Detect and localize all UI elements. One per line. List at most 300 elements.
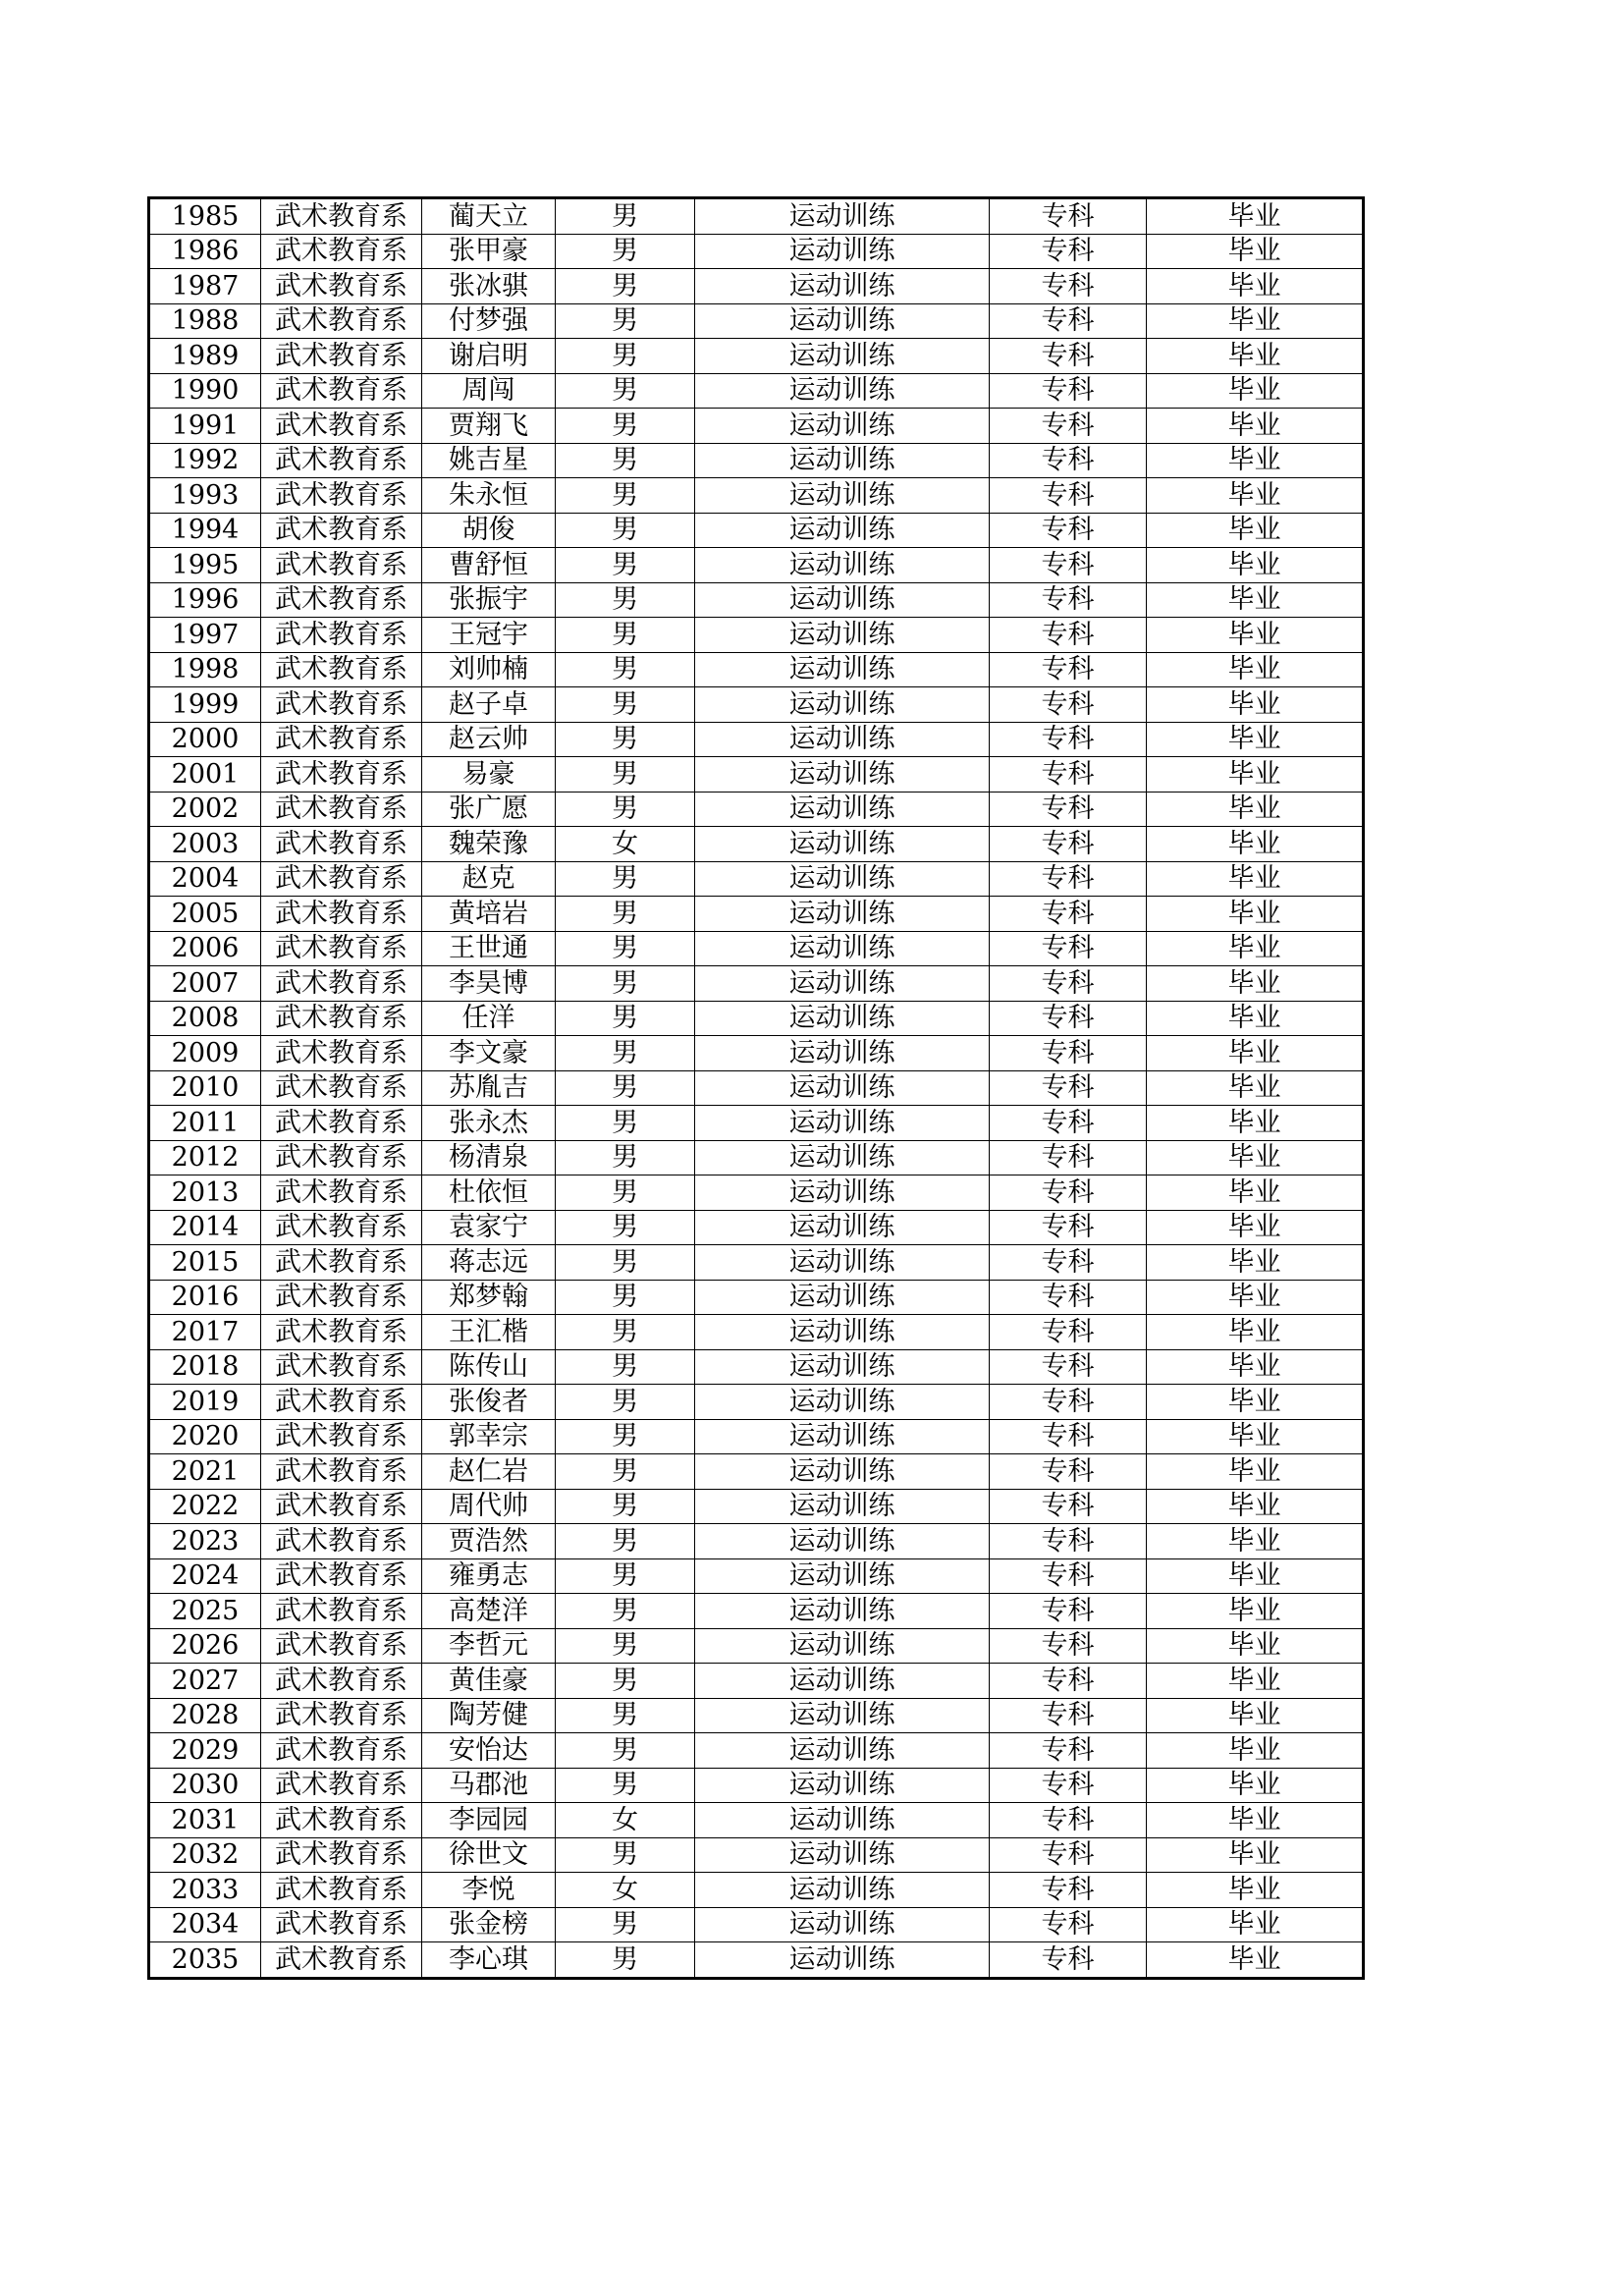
education-level-cell: 专科	[990, 269, 1147, 304]
serial-number-cell: 2017	[149, 1315, 261, 1350]
department-cell: 武术教育系	[261, 1315, 422, 1350]
graduation-status-cell: 毕业	[1147, 1942, 1364, 1979]
department-cell: 武术教育系	[261, 1280, 422, 1315]
student-name-cell: 张俊者	[422, 1385, 556, 1420]
gender-cell: 男	[556, 1489, 695, 1524]
table-row	[149, 687, 1364, 723]
education-level-cell: 专科	[990, 861, 1147, 897]
serial-number-cell: 1997	[149, 618, 261, 653]
major-cell: 运动训练	[695, 1106, 990, 1141]
education-level-cell: 专科	[990, 1454, 1147, 1490]
student-name-cell: 李昊博	[422, 966, 556, 1002]
department-cell: 武术教育系	[261, 1558, 422, 1594]
student-name-cell: 李哲元	[422, 1628, 556, 1664]
gender-cell: 女	[556, 1873, 695, 1908]
table-row	[149, 478, 1364, 514]
gender-cell: 男	[556, 1664, 695, 1699]
student-name-cell: 杜依恒	[422, 1175, 556, 1211]
department-cell: 武术教育系	[261, 966, 422, 1002]
education-level-cell: 专科	[990, 1803, 1147, 1838]
education-level-cell: 专科	[990, 966, 1147, 1002]
education-level-cell: 专科	[990, 827, 1147, 862]
education-level-cell: 专科	[990, 1106, 1147, 1141]
education-level-cell: 专科	[990, 582, 1147, 618]
graduation-status-cell: 毕业	[1147, 757, 1364, 793]
serial-number-cell: 1990	[149, 373, 261, 409]
student-name-cell: 蒋志远	[422, 1245, 556, 1281]
graduation-status-cell: 毕业	[1147, 827, 1364, 862]
major-cell: 运动训练	[695, 1454, 990, 1490]
education-level-cell: 专科	[990, 687, 1147, 723]
gender-cell: 男	[556, 861, 695, 897]
table-row	[149, 198, 1364, 235]
department-cell: 武术教育系	[261, 1698, 422, 1733]
major-cell: 运动训练	[695, 757, 990, 793]
serial-number-cell: 2035	[149, 1942, 261, 1979]
graduation-status-cell: 毕业	[1147, 1454, 1364, 1490]
major-cell: 运动训练	[695, 1803, 990, 1838]
gender-cell: 男	[556, 1942, 695, 1979]
table-row	[149, 1873, 1364, 1908]
table-row	[149, 1733, 1364, 1769]
table-row	[149, 1385, 1364, 1420]
gender-cell: 男	[556, 269, 695, 304]
gender-cell: 男	[556, 966, 695, 1002]
table-row	[149, 269, 1364, 304]
student-name-cell: 黄培岩	[422, 897, 556, 932]
education-level-cell: 专科	[990, 1664, 1147, 1699]
department-cell: 武术教育系	[261, 1140, 422, 1175]
graduation-status-cell: 毕业	[1147, 1385, 1364, 1420]
table-row	[149, 618, 1364, 653]
major-cell: 运动训练	[695, 1733, 990, 1769]
table-row	[149, 548, 1364, 583]
serial-number-cell: 2015	[149, 1245, 261, 1281]
department-cell: 武术教育系	[261, 1349, 422, 1385]
gender-cell: 男	[556, 443, 695, 478]
gender-cell: 男	[556, 1280, 695, 1315]
table-row	[149, 1907, 1364, 1942]
education-level-cell: 专科	[990, 1070, 1147, 1106]
department-cell: 武术教育系	[261, 931, 422, 966]
table-row	[149, 234, 1364, 269]
table-row	[149, 443, 1364, 478]
department-cell: 武术教育系	[261, 443, 422, 478]
education-level-cell: 专科	[990, 652, 1147, 687]
gender-cell: 女	[556, 1803, 695, 1838]
major-cell: 运动训练	[695, 1698, 990, 1733]
department-cell: 武术教育系	[261, 1524, 422, 1559]
gender-cell: 男	[556, 722, 695, 757]
gender-cell: 男	[556, 1070, 695, 1106]
major-cell: 运动训练	[695, 827, 990, 862]
graduation-status-cell: 毕业	[1147, 443, 1364, 478]
student-name-cell: 陈传山	[422, 1349, 556, 1385]
major-cell: 运动训练	[695, 792, 990, 827]
serial-number-cell: 1993	[149, 478, 261, 514]
major-cell: 运动训练	[695, 1001, 990, 1036]
student-name-cell: 高楚洋	[422, 1594, 556, 1629]
department-cell: 武术教育系	[261, 687, 422, 723]
gender-cell: 男	[556, 1349, 695, 1385]
education-level-cell: 专科	[990, 1628, 1147, 1664]
serial-number-cell: 2007	[149, 966, 261, 1002]
gender-cell: 男	[556, 548, 695, 583]
major-cell: 运动训练	[695, 1419, 990, 1454]
table-row	[149, 1140, 1364, 1175]
student-name-cell: 苏胤吉	[422, 1070, 556, 1106]
gender-cell: 男	[556, 757, 695, 793]
serial-number-cell: 2000	[149, 722, 261, 757]
student-name-cell: 李园园	[422, 1803, 556, 1838]
major-cell: 运动训练	[695, 687, 990, 723]
education-level-cell: 专科	[990, 1036, 1147, 1071]
serial-number-cell: 1989	[149, 339, 261, 374]
department-cell: 武术教育系	[261, 827, 422, 862]
graduation-status-cell: 毕业	[1147, 1803, 1364, 1838]
table-row	[149, 1210, 1364, 1245]
education-level-cell: 专科	[990, 1733, 1147, 1769]
major-cell: 运动训练	[695, 1594, 990, 1629]
graduation-status-cell: 毕业	[1147, 1664, 1364, 1699]
serial-number-cell: 2005	[149, 897, 261, 932]
student-name-cell: 胡俊	[422, 513, 556, 548]
student-name-cell: 谢启明	[422, 339, 556, 374]
graduation-status-cell: 毕业	[1147, 409, 1364, 444]
graduation-status-cell: 毕业	[1147, 652, 1364, 687]
graduation-status-cell: 毕业	[1147, 1140, 1364, 1175]
major-cell: 运动训练	[695, 931, 990, 966]
table-row	[149, 1628, 1364, 1664]
student-name-cell: 曹舒恒	[422, 548, 556, 583]
education-level-cell: 专科	[990, 1349, 1147, 1385]
department-cell: 武术教育系	[261, 861, 422, 897]
student-name-cell: 王冠宇	[422, 618, 556, 653]
graduation-status-cell: 毕业	[1147, 1628, 1364, 1664]
department-cell: 武术教育系	[261, 1454, 422, 1490]
table-row	[149, 1419, 1364, 1454]
student-name-cell: 赵子卓	[422, 687, 556, 723]
serial-number-cell: 1991	[149, 409, 261, 444]
table-row	[149, 966, 1364, 1002]
major-cell: 运动训练	[695, 1558, 990, 1594]
table-row	[149, 1942, 1364, 1979]
serial-number-cell: 2034	[149, 1907, 261, 1942]
education-level-cell: 专科	[990, 1385, 1147, 1420]
education-level-cell: 专科	[990, 303, 1147, 339]
graduation-status-cell: 毕业	[1147, 339, 1364, 374]
graduation-status-cell: 毕业	[1147, 269, 1364, 304]
gender-cell: 男	[556, 1245, 695, 1281]
department-cell: 武术教育系	[261, 409, 422, 444]
department-cell: 武术教育系	[261, 1803, 422, 1838]
department-cell: 武术教育系	[261, 234, 422, 269]
major-cell: 运动训练	[695, 1036, 990, 1071]
graduation-status-cell: 毕业	[1147, 198, 1364, 235]
major-cell: 运动训练	[695, 582, 990, 618]
graduation-status-cell: 毕业	[1147, 1733, 1364, 1769]
student-name-cell: 易豪	[422, 757, 556, 793]
gender-cell: 男	[556, 1001, 695, 1036]
education-level-cell: 专科	[990, 931, 1147, 966]
education-level-cell: 专科	[990, 373, 1147, 409]
gender-cell: 男	[556, 1837, 695, 1873]
major-cell: 运动训练	[695, 443, 990, 478]
department-cell: 武术教育系	[261, 582, 422, 618]
major-cell: 运动训练	[695, 1942, 990, 1979]
student-name-cell: 周闯	[422, 373, 556, 409]
serial-number-cell: 2008	[149, 1001, 261, 1036]
graduation-status-cell: 毕业	[1147, 966, 1364, 1002]
gender-cell: 男	[556, 1524, 695, 1559]
graduation-status-cell: 毕业	[1147, 618, 1364, 653]
table-row	[149, 792, 1364, 827]
table-row	[149, 1664, 1364, 1699]
student-name-cell: 付梦强	[422, 303, 556, 339]
table-row	[149, 652, 1364, 687]
gender-cell: 男	[556, 687, 695, 723]
serial-number-cell: 2003	[149, 827, 261, 862]
serial-number-cell: 2010	[149, 1070, 261, 1106]
major-cell: 运动训练	[695, 198, 990, 235]
serial-number-cell: 1986	[149, 234, 261, 269]
gender-cell: 男	[556, 618, 695, 653]
major-cell: 运动训练	[695, 1140, 990, 1175]
serial-number-cell: 1985	[149, 198, 261, 235]
serial-number-cell: 1998	[149, 652, 261, 687]
gender-cell: 男	[556, 1698, 695, 1733]
education-level-cell: 专科	[990, 1210, 1147, 1245]
student-name-cell: 张金榜	[422, 1907, 556, 1942]
table-row	[149, 722, 1364, 757]
major-cell: 运动训练	[695, 618, 990, 653]
graduation-status-cell: 毕业	[1147, 1001, 1364, 1036]
student-name-cell: 周代帅	[422, 1489, 556, 1524]
graduation-status-cell: 毕业	[1147, 1698, 1364, 1733]
table-body	[149, 198, 1364, 1979]
department-cell: 武术教育系	[261, 1942, 422, 1979]
student-name-cell: 王世通	[422, 931, 556, 966]
gender-cell: 男	[556, 1594, 695, 1629]
gender-cell: 男	[556, 234, 695, 269]
education-level-cell: 专科	[990, 1001, 1147, 1036]
student-name-cell: 张振宇	[422, 582, 556, 618]
major-cell: 运动训练	[695, 897, 990, 932]
department-cell: 武术教育系	[261, 513, 422, 548]
student-name-cell: 赵克	[422, 861, 556, 897]
education-level-cell: 专科	[990, 1768, 1147, 1803]
graduation-status-cell: 毕业	[1147, 1070, 1364, 1106]
major-cell: 运动训练	[695, 1664, 990, 1699]
education-level-cell: 专科	[990, 1698, 1147, 1733]
graduation-status-cell: 毕业	[1147, 513, 1364, 548]
table-row	[149, 1315, 1364, 1350]
graduation-status-cell: 毕业	[1147, 1210, 1364, 1245]
education-level-cell: 专科	[990, 1837, 1147, 1873]
department-cell: 武术教育系	[261, 1837, 422, 1873]
gender-cell: 男	[556, 582, 695, 618]
student-name-cell: 贾浩然	[422, 1524, 556, 1559]
serial-number-cell: 1988	[149, 303, 261, 339]
student-name-cell: 魏荣豫	[422, 827, 556, 862]
graduation-status-cell: 毕业	[1147, 1873, 1364, 1908]
serial-number-cell: 2009	[149, 1036, 261, 1071]
serial-number-cell: 2004	[149, 861, 261, 897]
gender-cell: 男	[556, 897, 695, 932]
graduation-status-cell: 毕业	[1147, 722, 1364, 757]
gender-cell: 男	[556, 303, 695, 339]
student-name-cell: 李心琪	[422, 1942, 556, 1979]
serial-number-cell: 2014	[149, 1210, 261, 1245]
major-cell: 运动训练	[695, 1349, 990, 1385]
gender-cell: 男	[556, 1628, 695, 1664]
education-level-cell: 专科	[990, 1245, 1147, 1281]
graduation-status-cell: 毕业	[1147, 1837, 1364, 1873]
student-name-cell: 赵云帅	[422, 722, 556, 757]
major-cell: 运动训练	[695, 1837, 990, 1873]
major-cell: 运动训练	[695, 1385, 990, 1420]
education-level-cell: 专科	[990, 1489, 1147, 1524]
department-cell: 武术教育系	[261, 1245, 422, 1281]
department-cell: 武术教育系	[261, 757, 422, 793]
serial-number-cell: 2026	[149, 1628, 261, 1664]
serial-number-cell: 2027	[149, 1664, 261, 1699]
major-cell: 运动训练	[695, 722, 990, 757]
gender-cell: 男	[556, 1419, 695, 1454]
serial-number-cell: 1996	[149, 582, 261, 618]
major-cell: 运动训练	[695, 1245, 990, 1281]
major-cell: 运动训练	[695, 1489, 990, 1524]
graduation-status-cell: 毕业	[1147, 1594, 1364, 1629]
graduation-status-cell: 毕业	[1147, 1036, 1364, 1071]
graduation-status-cell: 毕业	[1147, 1175, 1364, 1211]
education-level-cell: 专科	[990, 409, 1147, 444]
serial-number-cell: 2022	[149, 1489, 261, 1524]
graduation-status-cell: 毕业	[1147, 1315, 1364, 1350]
student-name-cell: 姚吉星	[422, 443, 556, 478]
major-cell: 运动训练	[695, 548, 990, 583]
graduation-status-cell: 毕业	[1147, 1419, 1364, 1454]
student-name-cell: 杨清泉	[422, 1140, 556, 1175]
table-row	[149, 303, 1364, 339]
department-cell: 武术教育系	[261, 1210, 422, 1245]
table-row	[149, 827, 1364, 862]
major-cell: 运动训练	[695, 1175, 990, 1211]
table-row	[149, 897, 1364, 932]
department-cell: 武术教育系	[261, 478, 422, 514]
department-cell: 武术教育系	[261, 1628, 422, 1664]
education-level-cell: 专科	[990, 1873, 1147, 1908]
student-name-cell: 刘帅楠	[422, 652, 556, 687]
table-row	[149, 1001, 1364, 1036]
gender-cell: 男	[556, 1907, 695, 1942]
department-cell: 武术教育系	[261, 303, 422, 339]
table-row	[149, 1594, 1364, 1629]
department-cell: 武术教育系	[261, 1175, 422, 1211]
student-name-cell: 李文豪	[422, 1036, 556, 1071]
education-level-cell: 专科	[990, 792, 1147, 827]
serial-number-cell: 2031	[149, 1803, 261, 1838]
gender-cell: 男	[556, 1315, 695, 1350]
gender-cell: 男	[556, 1385, 695, 1420]
department-cell: 武术教育系	[261, 1385, 422, 1420]
education-level-cell: 专科	[990, 1524, 1147, 1559]
serial-number-cell: 2001	[149, 757, 261, 793]
gender-cell: 男	[556, 1454, 695, 1490]
department-cell: 武术教育系	[261, 1070, 422, 1106]
department-cell: 武术教育系	[261, 1419, 422, 1454]
gender-cell: 男	[556, 513, 695, 548]
department-cell: 武术教育系	[261, 1106, 422, 1141]
education-level-cell: 专科	[990, 1419, 1147, 1454]
serial-number-cell: 1995	[149, 548, 261, 583]
student-name-cell: 贾翔飞	[422, 409, 556, 444]
gender-cell: 男	[556, 339, 695, 374]
graduation-status-cell: 毕业	[1147, 1106, 1364, 1141]
student-name-cell: 郑梦翰	[422, 1280, 556, 1315]
serial-number-cell: 1999	[149, 687, 261, 723]
education-level-cell: 专科	[990, 198, 1147, 235]
education-level-cell: 专科	[990, 443, 1147, 478]
serial-number-cell: 2020	[149, 1419, 261, 1454]
student-name-cell: 雍勇志	[422, 1558, 556, 1594]
table-row	[149, 1245, 1364, 1281]
student-name-cell: 马郡池	[422, 1768, 556, 1803]
table-row	[149, 931, 1364, 966]
major-cell: 运动训练	[695, 1768, 990, 1803]
serial-number-cell: 2011	[149, 1106, 261, 1141]
graduation-status-cell: 毕业	[1147, 234, 1364, 269]
serial-number-cell: 2025	[149, 1594, 261, 1629]
graduation-status-cell: 毕业	[1147, 861, 1364, 897]
serial-number-cell: 1987	[149, 269, 261, 304]
student-name-cell: 安怡达	[422, 1733, 556, 1769]
department-cell: 武术教育系	[261, 722, 422, 757]
graduation-status-cell: 毕业	[1147, 1245, 1364, 1281]
serial-number-cell: 1994	[149, 513, 261, 548]
department-cell: 武术教育系	[261, 652, 422, 687]
major-cell: 运动训练	[695, 409, 990, 444]
department-cell: 武术教育系	[261, 373, 422, 409]
department-cell: 武术教育系	[261, 897, 422, 932]
serial-number-cell: 2033	[149, 1873, 261, 1908]
gender-cell: 男	[556, 1140, 695, 1175]
graduation-status-cell: 毕业	[1147, 373, 1364, 409]
education-level-cell: 专科	[990, 1280, 1147, 1315]
major-cell: 运动训练	[695, 1070, 990, 1106]
student-name-cell: 张永杰	[422, 1106, 556, 1141]
student-name-cell: 袁家宁	[422, 1210, 556, 1245]
education-level-cell: 专科	[990, 722, 1147, 757]
table-row	[149, 1454, 1364, 1490]
department-cell: 武术教育系	[261, 1907, 422, 1942]
education-level-cell: 专科	[990, 1942, 1147, 1979]
graduation-status-cell: 毕业	[1147, 897, 1364, 932]
table-row	[149, 861, 1364, 897]
graduation-status-cell: 毕业	[1147, 1489, 1364, 1524]
major-cell: 运动训练	[695, 339, 990, 374]
table-row	[149, 409, 1364, 444]
gender-cell: 男	[556, 1733, 695, 1769]
student-name-cell: 陶芳健	[422, 1698, 556, 1733]
graduation-status-cell: 毕业	[1147, 1280, 1364, 1315]
table-row	[149, 1280, 1364, 1315]
graduation-status-cell: 毕业	[1147, 303, 1364, 339]
table-row	[149, 1803, 1364, 1838]
student-name-cell: 张冰骐	[422, 269, 556, 304]
graduation-status-cell: 毕业	[1147, 1768, 1364, 1803]
student-name-cell: 郭幸宗	[422, 1419, 556, 1454]
